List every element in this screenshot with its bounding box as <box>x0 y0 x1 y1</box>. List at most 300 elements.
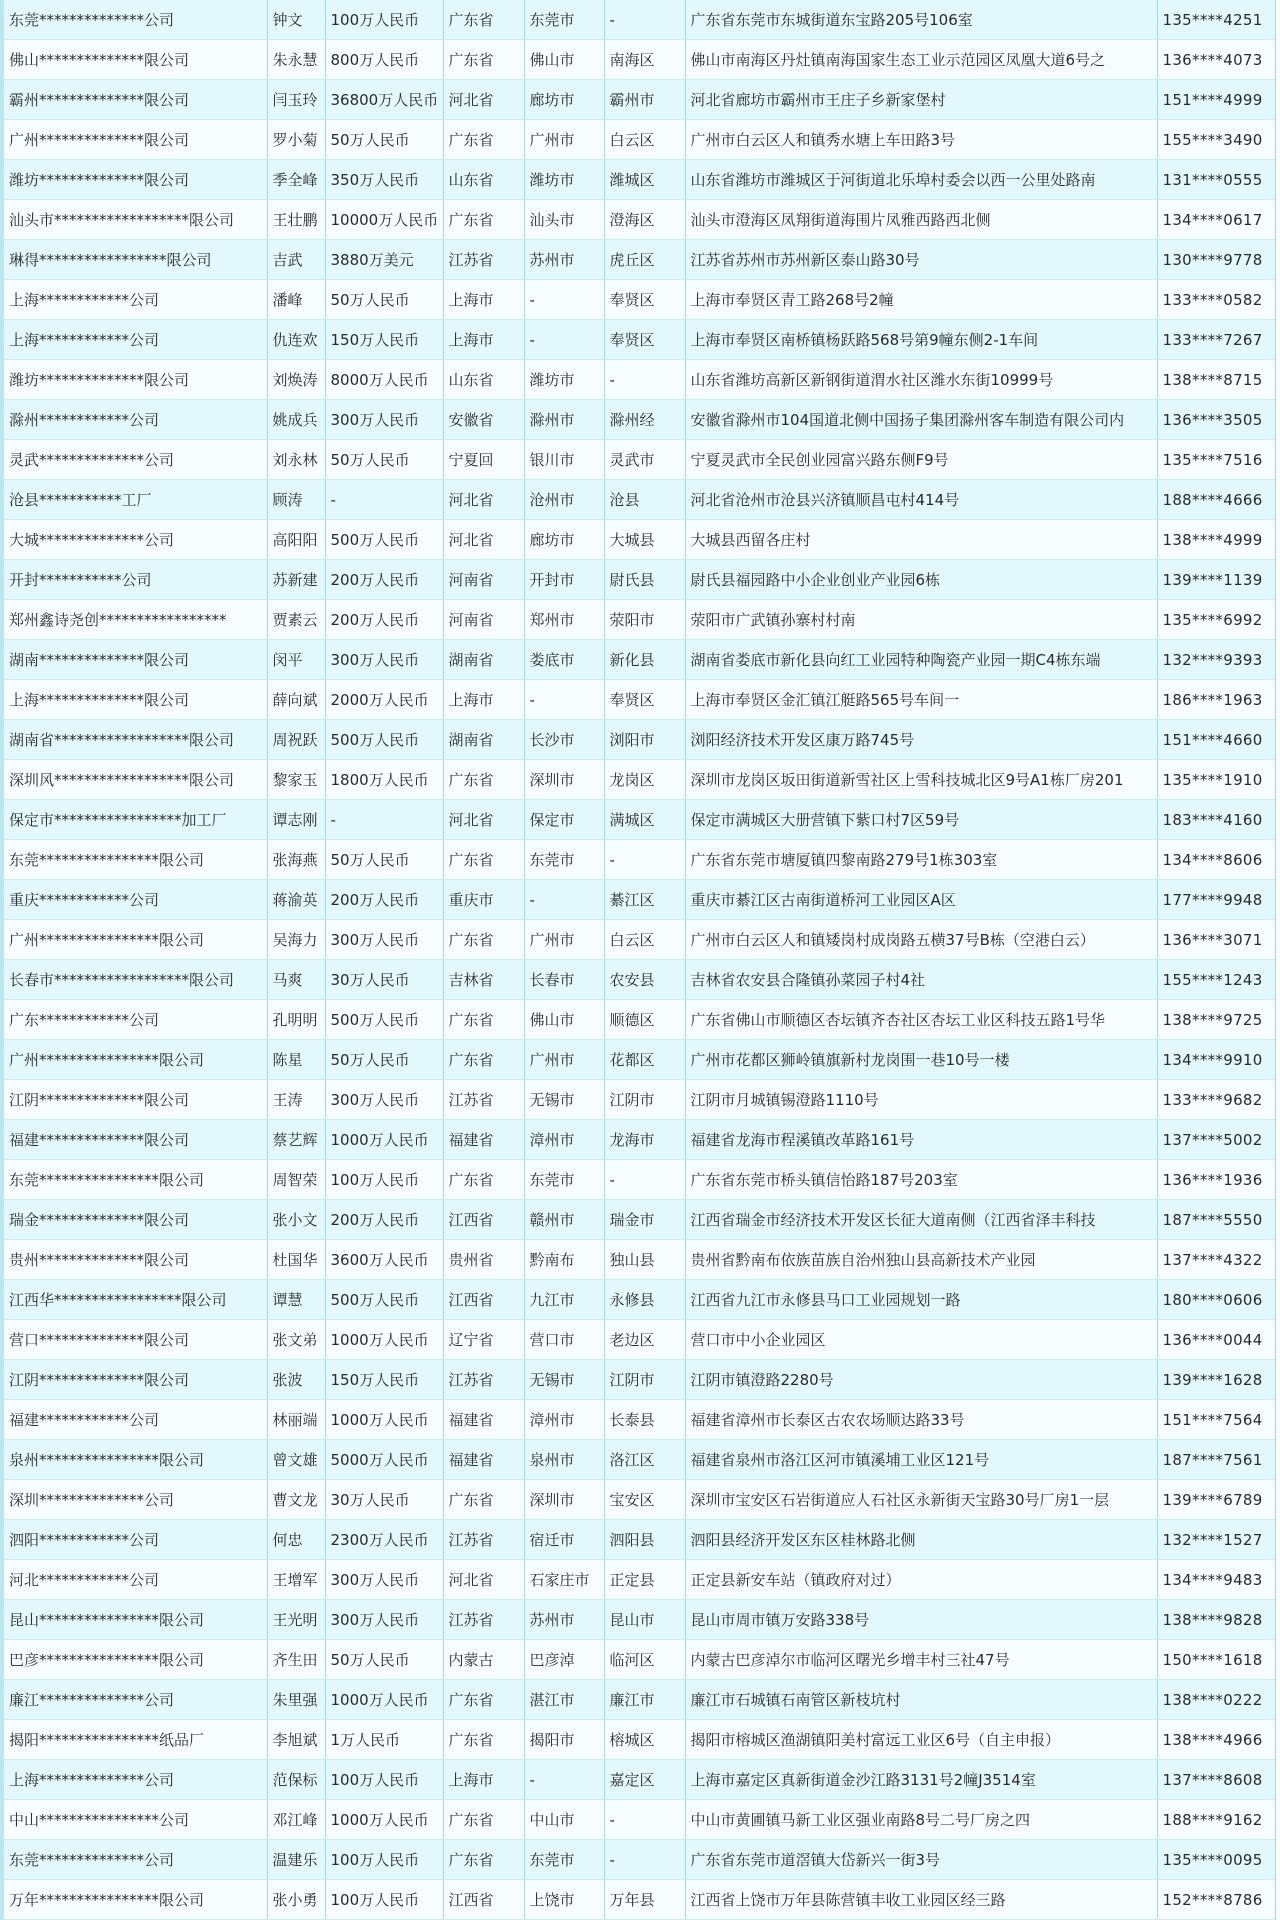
contact-person-cell: 曾文雄 <box>267 1440 325 1480</box>
district-cell: 奉贤区 <box>604 280 685 320</box>
phone-cell: 133****9682 <box>1157 1080 1275 1120</box>
company-name-cell: 福建**************限公司 <box>4 1120 267 1160</box>
district-cell: 江阴市 <box>604 1360 685 1400</box>
company-name-cell: 上海**************公司 <box>4 1760 267 1800</box>
district-cell: 奉贤区 <box>604 680 685 720</box>
phone-cell: 138****0222 <box>1157 1680 1275 1720</box>
registered-capital-cell: 800万人民币 <box>325 40 443 80</box>
province-cell: 广东省 <box>443 1720 524 1760</box>
contact-person-cell: 何忠 <box>267 1520 325 1560</box>
phone-cell: 139****6789 <box>1157 1480 1275 1520</box>
company-name-cell: 湖南省******************限公司 <box>4 720 267 760</box>
company-name-cell: 东莞****************限公司 <box>4 840 267 880</box>
province-cell: 福建省 <box>443 1440 524 1480</box>
table-row <box>4 1120 1275 1160</box>
company-table <box>4 0 1276 1920</box>
contact-person-cell: 闵平 <box>267 640 325 680</box>
district-cell: 江阴市 <box>604 1080 685 1120</box>
phone-cell: 151****4999 <box>1157 80 1275 120</box>
province-cell: 上海市 <box>443 280 524 320</box>
city-cell: 黔南布 <box>524 1240 604 1280</box>
table-row <box>4 320 1275 360</box>
province-cell: 福建省 <box>443 1400 524 1440</box>
city-cell: - <box>524 880 604 920</box>
table-row <box>4 560 1275 600</box>
address-cell: 重庆市綦江区古南街道桥河工业园区A区 <box>685 880 1157 920</box>
registered-capital-cell: 100万人民币 <box>325 1840 443 1880</box>
city-cell: 泉州市 <box>524 1440 604 1480</box>
contact-person-cell: 吉武 <box>267 240 325 280</box>
city-cell: 石家庄市 <box>524 1560 604 1600</box>
table-row <box>4 640 1275 680</box>
city-cell: 娄底市 <box>524 640 604 680</box>
province-cell: 江苏省 <box>443 240 524 280</box>
city-cell: 深圳市 <box>524 1480 604 1520</box>
address-cell: 上海市奉贤区金汇镇江艇路565号车间一 <box>685 680 1157 720</box>
district-cell: 长泰县 <box>604 1400 685 1440</box>
contact-person-cell: 姚成兵 <box>267 400 325 440</box>
registered-capital-cell: 500万人民币 <box>325 1000 443 1040</box>
province-cell: 河南省 <box>443 560 524 600</box>
address-cell: 吉林省农安县合隆镇孙菜园子村4社 <box>685 960 1157 1000</box>
table-row <box>4 1760 1275 1800</box>
district-cell: 泗阳县 <box>604 1520 685 1560</box>
registered-capital-cell: 100万人民币 <box>325 1760 443 1800</box>
contact-person-cell: 齐生田 <box>267 1640 325 1680</box>
phone-cell: 135****4251 <box>1157 0 1275 40</box>
address-cell: 揭阳市榕城区渔湖镇阳美村富远工业区6号（自主申报） <box>685 1720 1157 1760</box>
company-name-cell: 泉州****************限公司 <box>4 1440 267 1480</box>
address-cell: 深圳市宝安区石岩街道应人石社区永新街天宝路30号厂房1一层 <box>685 1480 1157 1520</box>
registered-capital-cell: 30万人民币 <box>325 960 443 1000</box>
phone-cell: 187****5550 <box>1157 1200 1275 1240</box>
table-row <box>4 760 1275 800</box>
phone-cell: 134****9910 <box>1157 1040 1275 1080</box>
contact-person-cell: 罗小菊 <box>267 120 325 160</box>
contact-person-cell: 钟文 <box>267 0 325 40</box>
phone-cell: 155****1243 <box>1157 960 1275 1000</box>
address-cell: 荥阳市广武镇孙寨村村南 <box>685 600 1157 640</box>
district-cell: 独山县 <box>604 1240 685 1280</box>
company-name-cell: 江阴**************限公司 <box>4 1360 267 1400</box>
province-cell: 山东省 <box>443 160 524 200</box>
province-cell: 湖南省 <box>443 640 524 680</box>
company-name-cell: 东莞**************公司 <box>4 0 267 40</box>
table-row <box>4 440 1275 480</box>
company-name-cell: 上海************公司 <box>4 280 267 320</box>
contact-person-cell: 林丽端 <box>267 1400 325 1440</box>
table-row <box>4 1560 1275 1600</box>
registered-capital-cell: 2300万人民币 <box>325 1520 443 1560</box>
registered-capital-cell: 30万人民币 <box>325 1480 443 1520</box>
district-cell: 潍城区 <box>604 160 685 200</box>
city-cell: 深圳市 <box>524 760 604 800</box>
address-cell: 泗阳县经济开发区东区桂林路北侧 <box>685 1520 1157 1560</box>
district-cell: 正定县 <box>604 1560 685 1600</box>
table-row <box>4 720 1275 760</box>
district-cell: 尉氏县 <box>604 560 685 600</box>
company-name-cell: 潍坊**************限公司 <box>4 360 267 400</box>
city-cell: 巴彦淖 <box>524 1640 604 1680</box>
table-row <box>4 240 1275 280</box>
district-cell: 龙海市 <box>604 1120 685 1160</box>
registered-capital-cell: 50万人民币 <box>325 840 443 880</box>
district-cell: 霸州市 <box>604 80 685 120</box>
city-cell: 广州市 <box>524 120 604 160</box>
contact-person-cell: 张海燕 <box>267 840 325 880</box>
registered-capital-cell: 1000万人民币 <box>325 1400 443 1440</box>
company-name-cell: 广州****************限公司 <box>4 1040 267 1080</box>
province-cell: 广东省 <box>443 200 524 240</box>
registered-capital-cell: 1000万人民币 <box>325 1120 443 1160</box>
phone-cell: 132****1527 <box>1157 1520 1275 1560</box>
registered-capital-cell: 150万人民币 <box>325 320 443 360</box>
company-name-cell: 福建************公司 <box>4 1400 267 1440</box>
city-cell: 揭阳市 <box>524 1720 604 1760</box>
district-cell: 宝安区 <box>604 1480 685 1520</box>
registered-capital-cell: 300万人民币 <box>325 400 443 440</box>
province-cell: 湖南省 <box>443 720 524 760</box>
phone-cell: 150****1618 <box>1157 1640 1275 1680</box>
registered-capital-cell: 1000万人民币 <box>325 1800 443 1840</box>
company-name-cell: 瑞金**************限公司 <box>4 1200 267 1240</box>
company-name-cell: 东莞**************公司 <box>4 1840 267 1880</box>
city-cell: 苏州市 <box>524 240 604 280</box>
address-cell: 广州市白云区人和镇矮岗村成岗路五横37号B栋（空港白云） <box>685 920 1157 960</box>
phone-cell: 135****0095 <box>1157 1840 1275 1880</box>
registered-capital-cell: 300万人民币 <box>325 1080 443 1120</box>
district-cell: 南海区 <box>604 40 685 80</box>
contact-person-cell: 曹文龙 <box>267 1480 325 1520</box>
address-cell: 大城县西留各庄村 <box>685 520 1157 560</box>
registered-capital-cell: 50万人民币 <box>325 120 443 160</box>
contact-person-cell: 张文弟 <box>267 1320 325 1360</box>
registered-capital-cell: 100万人民币 <box>325 0 443 40</box>
company-name-cell: 重庆************公司 <box>4 880 267 920</box>
address-cell: 深圳市龙岗区坂田街道新雪社区上雪科技城北区9号A1栋厂房201 <box>685 760 1157 800</box>
table-row <box>4 1520 1275 1560</box>
company-name-cell: 湖南**************限公司 <box>4 640 267 680</box>
phone-cell: 183****4160 <box>1157 800 1275 840</box>
company-name-cell: 上海************公司 <box>4 320 267 360</box>
city-cell: - <box>524 1760 604 1800</box>
registered-capital-cell: 50万人民币 <box>325 1640 443 1680</box>
district-cell: 滁州经 <box>604 400 685 440</box>
company-name-cell: 昆山****************限公司 <box>4 1600 267 1640</box>
company-name-cell: 广州****************限公司 <box>4 920 267 960</box>
table-row <box>4 1480 1275 1520</box>
registered-capital-cell: 500万人民币 <box>325 720 443 760</box>
company-name-cell: 琳得*****************限公司 <box>4 240 267 280</box>
contact-person-cell: 谭志刚 <box>267 800 325 840</box>
contact-person-cell: 朱里强 <box>267 1680 325 1720</box>
company-name-cell: 保定市*****************加工厂 <box>4 800 267 840</box>
city-cell: 宿迁市 <box>524 1520 604 1560</box>
province-cell: 内蒙古 <box>443 1640 524 1680</box>
registered-capital-cell: 8000万人民币 <box>325 360 443 400</box>
table-row <box>4 1160 1275 1200</box>
phone-cell: 131****0555 <box>1157 160 1275 200</box>
address-cell: 尉氏县福园路中小企业创业产业园6栋 <box>685 560 1157 600</box>
contact-person-cell: 张小文 <box>267 1200 325 1240</box>
phone-cell: 134****9483 <box>1157 1560 1275 1600</box>
address-cell: 浏阳经济技术开发区康万路745号 <box>685 720 1157 760</box>
table-row <box>4 1880 1275 1920</box>
registered-capital-cell: 300万人民币 <box>325 640 443 680</box>
table-row <box>4 40 1275 80</box>
district-cell: - <box>604 1800 685 1840</box>
address-cell: 上海市嘉定区真新街道金沙江路3131号2幢J3514室 <box>685 1760 1157 1800</box>
registered-capital-cell: 1800万人民币 <box>325 760 443 800</box>
phone-cell: 180****0606 <box>1157 1280 1275 1320</box>
city-cell: - <box>524 320 604 360</box>
phone-cell: 136****4073 <box>1157 40 1275 80</box>
address-cell: 江阴市镇澄路2280号 <box>685 1360 1157 1400</box>
table-row <box>4 800 1275 840</box>
province-cell: 广东省 <box>443 1160 524 1200</box>
table-row <box>4 1840 1275 1880</box>
phone-cell: 134****8606 <box>1157 840 1275 880</box>
district-cell: - <box>604 0 685 40</box>
province-cell: 广东省 <box>443 1000 524 1040</box>
table-row <box>4 1720 1275 1760</box>
province-cell: 江西省 <box>443 1880 524 1920</box>
contact-person-cell: 苏新建 <box>267 560 325 600</box>
city-cell: 开封市 <box>524 560 604 600</box>
address-cell: 河北省沧州市沧县兴济镇顺昌屯村414号 <box>685 480 1157 520</box>
district-cell: 廉江市 <box>604 1680 685 1720</box>
district-cell: 老边区 <box>604 1320 685 1360</box>
table-row <box>4 360 1275 400</box>
phone-cell: 138****9725 <box>1157 1000 1275 1040</box>
phone-cell: 135****1910 <box>1157 760 1275 800</box>
address-cell: 营口市中小企业园区 <box>685 1320 1157 1360</box>
contact-person-cell: 李旭斌 <box>267 1720 325 1760</box>
address-cell: 安徽省滁州市104国道北侧中国扬子集团滁州客车制造有限公司内 <box>685 400 1157 440</box>
city-cell: 广州市 <box>524 1040 604 1080</box>
address-cell: 广东省佛山市顺德区杏坛镇齐杏社区杏坛工业区科技五路1号华 <box>685 1000 1157 1040</box>
province-cell: 广东省 <box>443 1840 524 1880</box>
district-cell: 白云区 <box>604 120 685 160</box>
city-cell: 东莞市 <box>524 1160 604 1200</box>
address-cell: 廉江市石城镇石南管区新枝坑村 <box>685 1680 1157 1720</box>
table-row <box>4 600 1275 640</box>
table-row <box>4 1000 1275 1040</box>
company-name-cell: 东莞****************限公司 <box>4 1160 267 1200</box>
company-name-cell: 开封***********公司 <box>4 560 267 600</box>
district-cell: 嘉定区 <box>604 1760 685 1800</box>
province-cell: 河北省 <box>443 1560 524 1600</box>
company-name-cell: 泗阳************公司 <box>4 1520 267 1560</box>
address-cell: 福建省龙海市程溪镇改革路161号 <box>685 1120 1157 1160</box>
registered-capital-cell: 100万人民币 <box>325 1880 443 1920</box>
province-cell: 辽宁省 <box>443 1320 524 1360</box>
company-name-cell: 巴彦****************限公司 <box>4 1640 267 1680</box>
address-cell: 内蒙古巴彦淖尔市临河区曙光乡增丰村三社47号 <box>685 1640 1157 1680</box>
contact-person-cell: 刘永林 <box>267 440 325 480</box>
registered-capital-cell: 300万人民币 <box>325 1560 443 1600</box>
table-row <box>4 200 1275 240</box>
table-row <box>4 680 1275 720</box>
contact-person-cell: 周智荣 <box>267 1160 325 1200</box>
district-cell: 顺德区 <box>604 1000 685 1040</box>
address-cell: 江西省九江市永修县马口工业园规划一路 <box>685 1280 1157 1320</box>
province-cell: 广东省 <box>443 1480 524 1520</box>
contact-person-cell: 薛向斌 <box>267 680 325 720</box>
province-cell: 上海市 <box>443 1760 524 1800</box>
province-cell: 江苏省 <box>443 1520 524 1560</box>
table-row <box>4 1440 1275 1480</box>
registered-capital-cell: 5000万人民币 <box>325 1440 443 1480</box>
address-cell: 贵州省黔南布依族苗族自治州独山县高新技术产业园 <box>685 1240 1157 1280</box>
phone-cell: 133****0582 <box>1157 280 1275 320</box>
phone-cell: 152****8786 <box>1157 1880 1275 1920</box>
phone-cell: 136****1936 <box>1157 1160 1275 1200</box>
table-row <box>4 1360 1275 1400</box>
contact-person-cell: 马爽 <box>267 960 325 1000</box>
company-rows <box>4 0 1275 1920</box>
address-cell: 江西省瑞金市经济技术开发区长征大道南侧（江西省泽丰科技 <box>685 1200 1157 1240</box>
district-cell: 沧县 <box>604 480 685 520</box>
address-cell: 上海市奉贤区南桥镇杨跃路568号第9幢东侧2-1车间 <box>685 320 1157 360</box>
phone-cell: 130****9778 <box>1157 240 1275 280</box>
address-cell: 正定县新安车站（镇政府对过） <box>685 1560 1157 1600</box>
phone-cell: 188****4666 <box>1157 480 1275 520</box>
city-cell: 东莞市 <box>524 1840 604 1880</box>
address-cell: 佛山市南海区丹灶镇南海国家生态工业示范园区凤凰大道6号之 <box>685 40 1157 80</box>
company-name-cell: 滁州************公司 <box>4 400 267 440</box>
registered-capital-cell: 50万人民币 <box>325 1040 443 1080</box>
district-cell: 永修县 <box>604 1280 685 1320</box>
registered-capital-cell: 200万人民币 <box>325 1200 443 1240</box>
phone-cell: 139****1628 <box>1157 1360 1275 1400</box>
province-cell: 重庆市 <box>443 880 524 920</box>
table-row <box>4 1280 1275 1320</box>
registered-capital-cell: 150万人民币 <box>325 1360 443 1400</box>
city-cell: 郑州市 <box>524 600 604 640</box>
district-cell: 白云区 <box>604 920 685 960</box>
district-cell: 虎丘区 <box>604 240 685 280</box>
city-cell: 沧州市 <box>524 480 604 520</box>
phone-cell: 136****0044 <box>1157 1320 1275 1360</box>
address-cell: 昆山市周市镇万安路338号 <box>685 1600 1157 1640</box>
province-cell: 安徽省 <box>443 400 524 440</box>
registered-capital-cell: 200万人民币 <box>325 600 443 640</box>
address-cell: 河北省廊坊市霸州市王庄子乡新家堡村 <box>685 80 1157 120</box>
province-cell: 江苏省 <box>443 1360 524 1400</box>
city-cell: 汕头市 <box>524 200 604 240</box>
contact-person-cell: 潘峰 <box>267 280 325 320</box>
registered-capital-cell: 500万人民币 <box>325 1280 443 1320</box>
registered-capital-cell: 36800万人民币 <box>325 80 443 120</box>
province-cell: 广东省 <box>443 40 524 80</box>
city-cell: 上饶市 <box>524 1880 604 1920</box>
phone-cell: 134****0617 <box>1157 200 1275 240</box>
contact-person-cell: 张小勇 <box>267 1880 325 1920</box>
phone-cell: 187****7561 <box>1157 1440 1275 1480</box>
district-cell: 浏阳市 <box>604 720 685 760</box>
province-cell: 山东省 <box>443 360 524 400</box>
district-cell: 大城县 <box>604 520 685 560</box>
city-cell: 滁州市 <box>524 400 604 440</box>
company-name-cell: 江阴**************限公司 <box>4 1080 267 1120</box>
province-cell: 广东省 <box>443 120 524 160</box>
address-cell: 广州市白云区人和镇秀水塘上车田路3号 <box>685 120 1157 160</box>
province-cell: 上海市 <box>443 680 524 720</box>
contact-person-cell: 孔明明 <box>267 1000 325 1040</box>
province-cell: 贵州省 <box>443 1240 524 1280</box>
contact-person-cell: 陈星 <box>267 1040 325 1080</box>
company-name-cell: 长春市******************限公司 <box>4 960 267 1000</box>
company-name-cell: 沧县***********工厂 <box>4 480 267 520</box>
table-row <box>4 280 1275 320</box>
contact-person-cell: 杜国华 <box>267 1240 325 1280</box>
company-name-cell: 营口**************限公司 <box>4 1320 267 1360</box>
company-list-sheet <box>4 0 1275 1920</box>
address-cell: 广东省东莞市道滘镇大岱新兴一街3号 <box>685 1840 1157 1880</box>
province-cell: 河北省 <box>443 80 524 120</box>
city-cell: 东莞市 <box>524 0 604 40</box>
city-cell: 佛山市 <box>524 1000 604 1040</box>
table-row <box>4 400 1275 440</box>
address-cell: 山东省潍坊高新区新钢街道渭水社区潍水东街10999号 <box>685 360 1157 400</box>
phone-cell: 155****3490 <box>1157 120 1275 160</box>
province-cell: 宁夏回 <box>443 440 524 480</box>
city-cell: 潍坊市 <box>524 160 604 200</box>
phone-cell: 136****3071 <box>1157 920 1275 960</box>
company-name-cell: 中山****************公司 <box>4 1800 267 1840</box>
city-cell: - <box>524 680 604 720</box>
district-cell: 花都区 <box>604 1040 685 1080</box>
contact-person-cell: 吴海力 <box>267 920 325 960</box>
company-name-cell: 贵州**************限公司 <box>4 1240 267 1280</box>
phone-cell: 132****9393 <box>1157 640 1275 680</box>
company-name-cell: 广东************公司 <box>4 1000 267 1040</box>
province-cell: 河北省 <box>443 800 524 840</box>
city-cell: 中山市 <box>524 1800 604 1840</box>
registered-capital-cell: 1000万人民币 <box>325 1320 443 1360</box>
district-cell: 澄海区 <box>604 200 685 240</box>
registered-capital-cell: 200万人民币 <box>325 880 443 920</box>
province-cell: 广东省 <box>443 840 524 880</box>
province-cell: 河北省 <box>443 520 524 560</box>
contact-person-cell: 范保标 <box>267 1760 325 1800</box>
registered-capital-cell: 300万人民币 <box>325 1600 443 1640</box>
city-cell: 漳州市 <box>524 1120 604 1160</box>
city-cell: 无锡市 <box>524 1080 604 1120</box>
address-cell: 广东省东莞市东城街道东宝路205号106室 <box>685 0 1157 40</box>
table-row <box>4 1640 1275 1680</box>
city-cell: 长春市 <box>524 960 604 1000</box>
phone-cell: 188****9162 <box>1157 1800 1275 1840</box>
contact-person-cell: 闫玉玲 <box>267 80 325 120</box>
address-cell: 湖南省娄底市新化县向红工业园特种陶瓷产业园一期C4栋东端 <box>685 640 1157 680</box>
province-cell: 河南省 <box>443 600 524 640</box>
table-row <box>4 1080 1275 1120</box>
city-cell: 广州市 <box>524 920 604 960</box>
phone-cell: 186****1963 <box>1157 680 1275 720</box>
contact-person-cell: 仇连欢 <box>267 320 325 360</box>
phone-cell: 138****9828 <box>1157 1600 1275 1640</box>
contact-person-cell: 高阳阳 <box>267 520 325 560</box>
company-name-cell: 郑州鑫诗尧创***************** <box>4 600 267 640</box>
table-row <box>4 1200 1275 1240</box>
table-row <box>4 1320 1275 1360</box>
district-cell: 洛江区 <box>604 1440 685 1480</box>
province-cell: 上海市 <box>443 320 524 360</box>
table-row <box>4 840 1275 880</box>
contact-person-cell: 王光明 <box>267 1600 325 1640</box>
